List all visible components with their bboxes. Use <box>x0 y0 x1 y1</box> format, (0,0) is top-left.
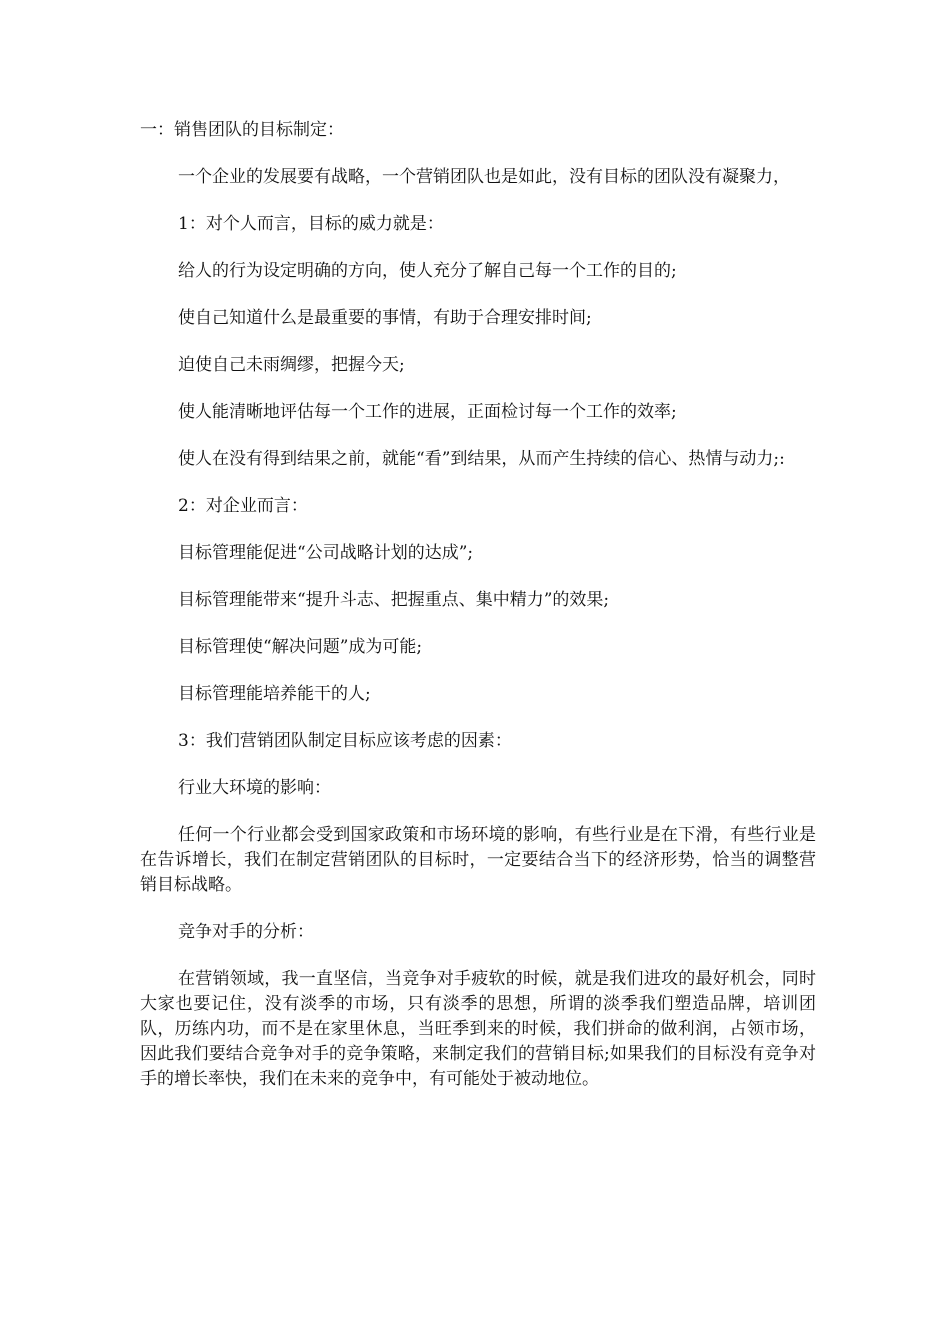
paragraph-point-1-item-5: 使人在没有得到结果之前，就能“看”到结果，从而产生持续的信心、热情与动力;: <box>178 449 785 469</box>
paragraph-point-2-item-3: 目标管理使“解决问题”成为可能; <box>178 637 423 657</box>
paragraph-industry-title: 行业大环境的影响： <box>178 778 331 798</box>
paragraph-point-2-item-2: 目标管理能带来“提升斗志、把握重点、集中精力”的效果; <box>178 590 610 610</box>
document-page <box>140 118 816 1114</box>
paragraph-point-1-item-1: 给人的行为设定明确的方向，使人充分了解自己每一个工作的目的; <box>178 261 677 281</box>
paragraph-point-2-title: 2：对企业而言： <box>178 496 308 516</box>
section-heading: 一：销售团队的目标制定： <box>140 120 344 140</box>
paragraph-point-2-item-4: 目标管理能培养能干的人; <box>178 684 371 704</box>
paragraph-intro: 一个企业的发展要有战略，一个营销团队也是如此，没有目标的团队没有凝聚力， <box>178 167 790 187</box>
paragraph-industry-body: 任何一个行业都会受到国家政策和市场环境的影响，有些行业是在下滑，有些行业是在告诉增长，我们在制定营销团队的目标时，一定要结合当下的经济形势，恰当的调整营销目标战略。 <box>140 825 816 895</box>
paragraph-point-2-item-1: 目标管理能促进“公司战略计划的达成”; <box>178 543 474 563</box>
paragraph-point-3-title: 3：我们营销团队制定目标应该考虑的因素： <box>178 731 512 751</box>
paragraph-point-1-item-3: 迫使自己未雨绸缪，把握今天; <box>178 355 405 375</box>
paragraph-point-1-item-4: 使人能清晰地评估每一个工作的进展，正面检讨每一个工作的效率; <box>178 402 677 422</box>
paragraph-point-1-title: 1：对个人而言，目标的威力就是： <box>178 214 444 234</box>
paragraph-point-1-item-2: 使自己知道什么是最重要的事情，有助于合理安排时间; <box>178 308 592 328</box>
paragraph-competitor-body: 在营销领域，我一直坚信，当竞争对手疲软的时候，就是我们进攻的最好机会，同时大家也要记住，没有淡季的市场，只有淡季的思想，所谓的淡季我们塑造品牌，培训团队，历练内功，而不是在家里休息，当旺季到来的时候，我们拼命的做利润，占领市场，因此我们要结合竞争对手的竞争策略，来制定我们的营销目标;如果我们的目标没有竞争对手的增长率快，我们在未来的竞争中，有可能处于被动地位。 <box>140 969 816 1089</box>
paragraph-competitor-title: 竞争对手的分析： <box>178 922 314 942</box>
